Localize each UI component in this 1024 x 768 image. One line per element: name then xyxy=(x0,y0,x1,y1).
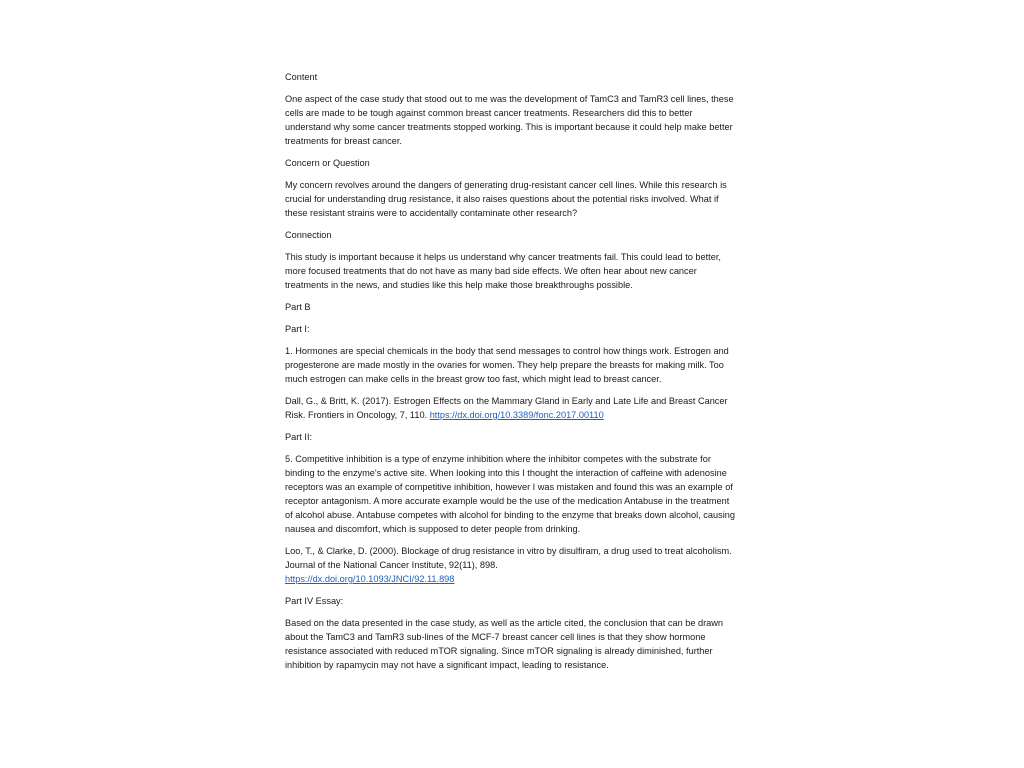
part-i-answer: 1. Hormones are special chemicals in the body that send messages to control how things work. Estrogen and progesterone are made mostly in the ovaries for women. They help prepare the breasts for making milk. Too much estrogen can make cells in the breast grow too fast, which might lead to breast cancer. xyxy=(285,346,729,384)
connection-paragraph: This study is important because it helps us understand why cancer treatments fail. This could lead to better, more focused treatments that do not have as many bad side effects. We often hear about new cancer treatments in the news, and studies like this help make those breakthroughs possible. xyxy=(285,252,721,290)
part-i-citation xyxy=(285,394,737,422)
part-iv-paragraph: Based on the data presented in the case study, as well as the article cited, the conclusion that can be drawn about the TamC3 and TamR3 sub-lines of the MCF-7 breast cancer cell lines is that they show hormone resistance associated with reduced mTOR signaling. Since mTOR signaling is already diminished, further inhibition by rapamycin may not have a significant impact, leading to resistance. xyxy=(285,618,724,670)
part-ii-answer: 5. Competitive inhibition is a type of enzyme inhibition where the inhibitor competes with the substrate for binding to the enzyme's active site. When looking into this I thought the interaction of caffeine with adenosine receptors was an example of competitive inhibition, however I was mistaken and found this was an example of receptor antagonism. A more accurate example would be the use of the medication Antabuse in the treatment of alcohol abuse. Antabuse competes with alcohol for binding to the enzyme that breaks down alcohol, causing nausea and discomfort, which is supposed to deter people from drinking. xyxy=(285,454,735,534)
content-paragraph: One aspect of the case study that stood out to me was the development of TamC3 and TamR3 cell lines, these cells are made to be tough against common breast cancer treatments. Researchers did this to better understand why some cancer treatments stopped working. This is important because it could help make better treatments for breast cancer. xyxy=(285,94,734,146)
part-ii-citation-text: Loo, T., & Clarke, D. (2000). Blockage of drug resistance in vitro by disulfiram, a drug used to treat alcoholism. Journal of the National Cancer Institute, 92(11), 898. xyxy=(285,546,732,570)
concern-paragraph: My concern revolves around the dangers of generating drug-resistant cancer cell lines. While this research is crucial for understanding drug resistance, it also raises questions about the potential risks involved. What if these resistant strains were to accidentally contaminate other research? xyxy=(285,180,727,218)
part-i-heading: Part I: xyxy=(285,324,310,334)
part-i-citation-link[interactable]: https://dx.doi.org/10.3389/fonc.2017.00110 xyxy=(429,410,604,420)
part-ii-citation-link[interactable]: https://dx.doi.org/10.1093/JNCI/92.11.898 xyxy=(285,574,455,584)
content-heading: Content xyxy=(285,72,318,82)
part-iv-heading: Part IV Essay: xyxy=(285,596,344,606)
concern-heading: Concern or Question xyxy=(285,158,370,168)
part-ii-citation xyxy=(285,544,737,586)
connection-heading: Connection xyxy=(285,230,332,240)
part-ii-heading: Part II: xyxy=(285,432,313,442)
document-body xyxy=(285,70,737,680)
part-i-citation-text: Dall, G., & Britt, K. (2017). Estrogen Effects on the Mammary Gland in Early and Late Life and Breast Cancer Risk. Frontiers in Oncology, 7, 110. xyxy=(285,396,728,420)
part-b-heading: Part B xyxy=(285,302,311,312)
